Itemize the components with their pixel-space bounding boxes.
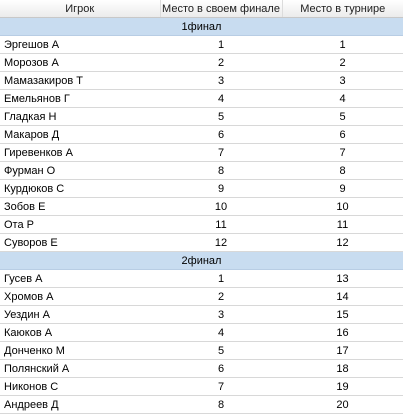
final-place: 2 [160, 54, 282, 72]
player-name: Ота Р [0, 216, 160, 234]
tournament-place: 17 [282, 342, 403, 360]
table-row[interactable] [0, 306, 403, 324]
table-row[interactable] [0, 126, 403, 144]
table-row[interactable] [0, 108, 403, 126]
final-place: 12 [160, 234, 282, 252]
table-row[interactable] [0, 270, 403, 288]
tournament-place: 8 [282, 162, 403, 180]
tournament-place: 7 [282, 144, 403, 162]
table-row[interactable] [0, 360, 403, 378]
column-header-player[interactable]: Игрок [0, 0, 160, 18]
final-place: 5 [160, 342, 282, 360]
tournament-place: 19 [282, 378, 403, 396]
column-header-final-place[interactable]: Место в своем финале [160, 0, 282, 18]
group-title: 1финал [0, 18, 403, 36]
final-place: 7 [160, 378, 282, 396]
tournament-place: 15 [282, 306, 403, 324]
group-header-row [0, 252, 403, 270]
player-name: Гусев А [0, 270, 160, 288]
player-name: Эргешов А [0, 36, 160, 54]
column-header-tournament-place[interactable]: Место в турнире [282, 0, 403, 18]
tournament-place: 5 [282, 108, 403, 126]
table-row[interactable] [0, 180, 403, 198]
tournament-place: 4 [282, 90, 403, 108]
table-row[interactable] [0, 36, 403, 54]
table-row[interactable] [0, 288, 403, 306]
final-place: 8 [160, 162, 282, 180]
tournament-place: 14 [282, 288, 403, 306]
player-name: Хромов А [0, 288, 160, 306]
final-place: 9 [160, 180, 282, 198]
final-place: 1 [160, 36, 282, 54]
group-header-row [0, 18, 403, 36]
final-place: 5 [160, 108, 282, 126]
final-place: 2 [160, 288, 282, 306]
table-row[interactable] [0, 216, 403, 234]
player-name: Морозов А [0, 54, 160, 72]
table-row[interactable] [0, 324, 403, 342]
table-row[interactable] [0, 198, 403, 216]
table-row[interactable] [0, 378, 403, 396]
final-place: 6 [160, 126, 282, 144]
table-row[interactable] [0, 144, 403, 162]
tournament-place: 6 [282, 126, 403, 144]
player-name: Суворов Е [0, 234, 160, 252]
final-place: 4 [160, 324, 282, 342]
tournament-place: 16 [282, 324, 403, 342]
tournament-place: 9 [282, 180, 403, 198]
table-body [0, 18, 403, 414]
header-row [0, 0, 403, 18]
final-place: 3 [160, 306, 282, 324]
table-row[interactable] [0, 90, 403, 108]
player-name: Мамазакиров Т [0, 72, 160, 90]
player-name: Никонов С [0, 378, 160, 396]
player-name: Уездин А [0, 306, 160, 324]
final-place: 3 [160, 72, 282, 90]
group-title: 2финал [0, 252, 403, 270]
player-name: Полянский А [0, 360, 160, 378]
player-name: Емельянов Г [0, 90, 160, 108]
player-name: Макаров Д [0, 126, 160, 144]
final-place: 1 [160, 270, 282, 288]
final-place: 7 [160, 144, 282, 162]
table-row[interactable] [0, 72, 403, 90]
tournament-place: 3 [282, 72, 403, 90]
tournament-place: 20 [282, 396, 403, 414]
final-place: 10 [160, 198, 282, 216]
tournament-place: 10 [282, 198, 403, 216]
player-name: Андреев Д [0, 396, 160, 414]
tournament-place: 1 [282, 36, 403, 54]
table-row[interactable] [0, 54, 403, 72]
final-place: 11 [160, 216, 282, 234]
tournament-place: 2 [282, 54, 403, 72]
tournament-place: 18 [282, 360, 403, 378]
player-name: Курдюков С [0, 180, 160, 198]
player-name: Фурман О [0, 162, 160, 180]
tournament-place: 13 [282, 270, 403, 288]
tournament-place: 11 [282, 216, 403, 234]
player-name: Каюков А [0, 324, 160, 342]
tournament-place: 12 [282, 234, 403, 252]
table-row[interactable] [0, 342, 403, 360]
player-name: Зобов Е [0, 198, 160, 216]
final-place: 8 [160, 396, 282, 414]
final-place: 6 [160, 360, 282, 378]
player-name: Донченко М [0, 342, 160, 360]
final-place: 4 [160, 90, 282, 108]
table-row[interactable] [0, 162, 403, 180]
player-name: Гиревенков А [0, 144, 160, 162]
player-name: Гладкая Н [0, 108, 160, 126]
table-row[interactable] [0, 396, 403, 414]
table-row[interactable] [0, 234, 403, 252]
